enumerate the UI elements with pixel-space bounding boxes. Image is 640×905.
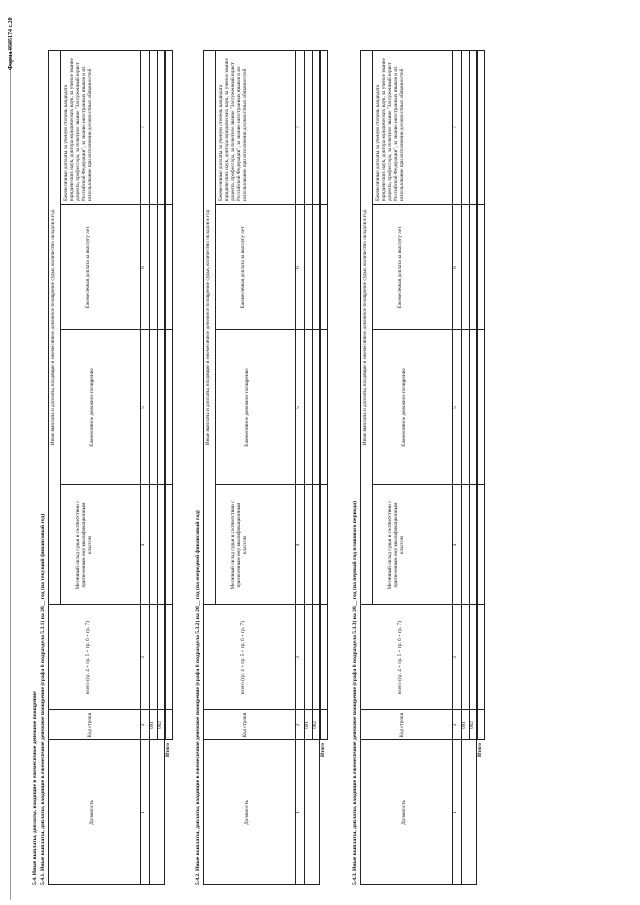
header-salary: Месячный оклад судьи в соответствии с присвоенным ему квалификационным классом <box>75 500 93 590</box>
total-label: Итого <box>320 743 326 757</box>
number-row-bottom <box>149 50 150 885</box>
header-other-payments: Иные выплаты и доплаты, входящие в ежемесячное денежное поощрение судьи, количество окладов в год <box>362 209 368 446</box>
total-divider <box>165 709 173 710</box>
total-divider <box>165 484 173 485</box>
header-divider <box>372 50 373 605</box>
header-position: Должность <box>89 800 95 825</box>
row-divider <box>312 50 313 740</box>
header-row-code: Код строки <box>399 712 405 738</box>
total-row <box>320 50 328 740</box>
header-monthly-bonus: Ежемесячное денежное поощрение <box>244 368 250 447</box>
row-divider <box>469 50 470 740</box>
total-divider <box>320 329 328 330</box>
header-divider <box>60 50 61 605</box>
column-number: 2 <box>140 723 146 727</box>
header-position: Должность <box>244 800 250 825</box>
header-other-payments: Иные выплаты и доплаты, входящие в ежемесячное денежное поощрение судьи, количество окладов в год <box>50 209 56 446</box>
row-code: 001 <box>461 721 467 729</box>
total-divider <box>320 204 328 205</box>
header-seniority: Ежемесячная доплата за выслугу лет <box>397 226 403 309</box>
total-divider <box>477 484 485 485</box>
column-number: 1 <box>452 811 458 814</box>
table-title: 5.4.3. Иные выплаты, доплаты, входящие в ежемесячное денежное поощрение (графа 6 подраздела 5.3.3) на 20__ год (на первый год планового периода) <box>352 501 358 885</box>
table-title: 5.4.1. Иные выплаты, доплаты, входящие в ежемесячное денежное поощрение (графа 6 подраздела 5.3.1) на 20__ год (на текущий финансовый год) <box>40 513 46 885</box>
row-divider <box>157 50 158 740</box>
column-divider <box>203 709 320 710</box>
table-title: 5.4.2. Иные выплаты, доплаты, входящие в ежемесячное денежное поощрение (графа 6 подраздела 5.3.2) на 20__ год (на очередной финансовый год) <box>195 510 201 885</box>
total-divider <box>320 604 328 605</box>
column-number: 4 <box>140 543 146 547</box>
total-divider <box>477 709 485 710</box>
header-degree: Ежемесячные доплаты за ученую степень кандидата юридических наук, доктора юридических наук, за ученое звание доцента, профессора, за почетное звание "Заслуженный юрист Российской Федерации", за знание иностранных языков и их использование при исполнении должностных обязанностей <box>375 58 405 201</box>
column-divider <box>360 709 477 710</box>
row-code: 001 <box>149 721 155 729</box>
row-code: 002 <box>469 721 475 729</box>
header-other-payments: Иные выплаты и доплаты, входящие в ежемесячное денежное поощрение судьи, количество окладов в год <box>205 209 211 446</box>
header-row-code: Код строки <box>242 712 248 738</box>
number-row-bottom <box>304 50 305 885</box>
total-divider <box>320 709 328 710</box>
column-number: 4 <box>295 543 301 547</box>
total-label: Итого <box>477 743 483 757</box>
form-code: Форма 0505174 с.20 <box>8 17 14 70</box>
column-number: 6 <box>140 266 146 269</box>
column-divider <box>203 739 320 740</box>
total-divider <box>320 484 328 485</box>
total-divider <box>477 604 485 605</box>
header-seniority: Ежемесячная доплата за выслугу лет <box>85 226 91 309</box>
header-monthly-bonus: Ежемесячное денежное поощрение <box>401 368 407 447</box>
header-total: всего (гр. 4 + гр. 5 + гр. 6 + гр. 7) <box>240 621 246 694</box>
section-title: 5.4. Иные выплаты, доплаты, входящие в ежемесячное денежное поощрение <box>32 691 38 885</box>
header-total: всего (гр. 4 + гр. 5 + гр. 6 + гр. 7) <box>397 621 403 694</box>
header-degree: Ежемесячные доплаты за ученую степень кандидата юридических наук, доктора юридических наук, за ученое звание доцента, профессора, за почетное звание "Заслуженный юрист Российской Федерации", за знание иностранных языков и их использование при исполнении должностных обязанностей <box>218 58 248 201</box>
column-number: 5 <box>295 406 301 409</box>
row-code: 002 <box>157 721 163 729</box>
column-number: 1 <box>140 811 146 814</box>
column-number: 3 <box>452 656 458 659</box>
header-seniority: Ежемесячная доплата за выслугу лет <box>240 226 246 309</box>
column-number: 6 <box>295 266 301 269</box>
header-divider <box>215 50 216 605</box>
column-number: 1 <box>295 811 301 814</box>
total-divider <box>477 204 485 205</box>
column-number: 2 <box>295 723 301 727</box>
column-number: 3 <box>140 656 146 659</box>
header-position: Должность <box>401 800 407 825</box>
header-salary: Месячный оклад судьи в соответствии с присвоенным ему квалификационным классом <box>230 500 248 590</box>
row-code: 001 <box>304 721 310 729</box>
column-divider <box>48 709 165 710</box>
total-divider <box>477 329 485 330</box>
column-number: 7 <box>140 126 146 129</box>
total-divider <box>165 329 173 330</box>
column-number: 5 <box>452 406 458 409</box>
header-salary: Месячный оклад судьи в соответствии с присвоенным ему квалификационным классом <box>387 500 405 590</box>
total-row <box>477 50 485 740</box>
total-row <box>165 50 173 740</box>
header-total: всего (гр. 4 + гр. 5 + гр. 6 + гр. 7) <box>85 621 91 694</box>
column-number: 2 <box>452 723 458 727</box>
column-divider <box>360 739 477 740</box>
column-number: 3 <box>295 656 301 659</box>
header-degree: Ежемесячные доплаты за ученую степень кандидата юридических наук, доктора юридических наук, за ученое звание доцента, профессора, за почетное звание "Заслуженный юрист Российской Федерации", за знание иностранных языков и их использование при исполнении должностных обязанностей <box>63 58 93 201</box>
header-monthly-bonus: Ежемесячное денежное поощрение <box>89 368 95 447</box>
column-number: 4 <box>452 543 458 547</box>
number-row-bottom <box>461 50 462 885</box>
total-divider <box>165 204 173 205</box>
header-row-code: Код строки <box>87 712 93 738</box>
column-number: 7 <box>295 126 301 129</box>
column-number: 6 <box>452 266 458 269</box>
total-divider <box>165 604 173 605</box>
total-label: Итого <box>165 743 171 757</box>
column-divider <box>48 739 165 740</box>
column-number: 5 <box>140 406 146 409</box>
column-number: 7 <box>452 126 458 129</box>
row-code: 002 <box>312 721 318 729</box>
